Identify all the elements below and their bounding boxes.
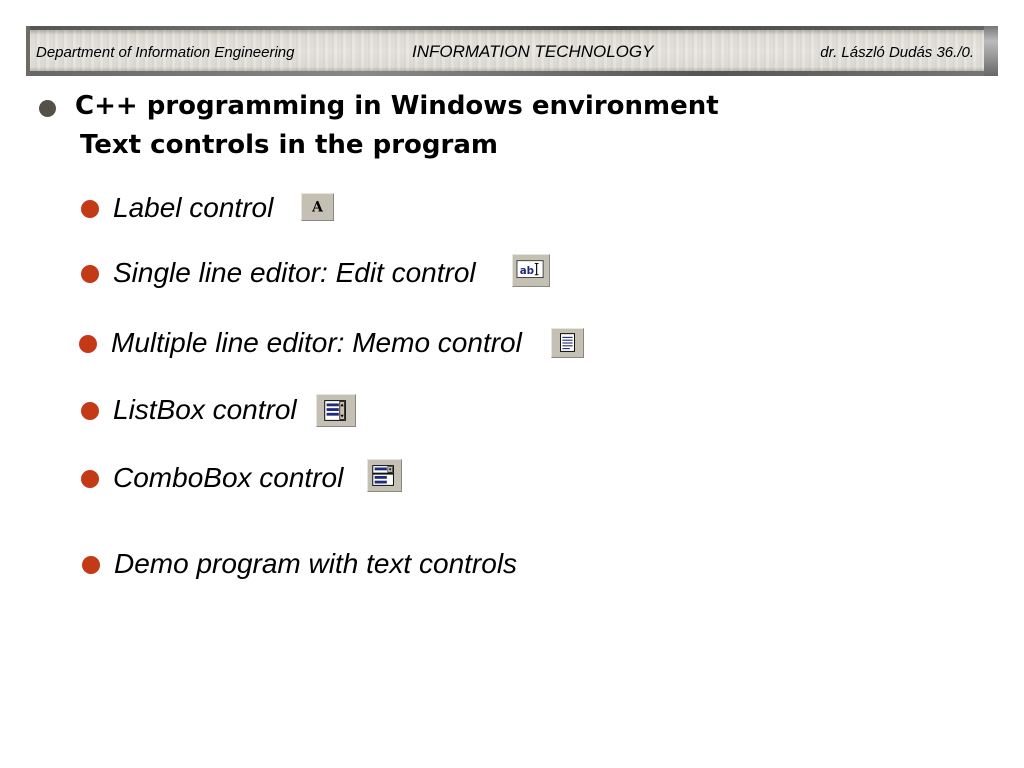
header-right-strip <box>984 26 998 76</box>
slide-header <box>26 26 998 76</box>
header-course-title: INFORMATION TECHNOLOGY <box>412 42 654 61</box>
svg-text:ab: ab <box>519 264 535 277</box>
header-bottom-edge <box>26 71 998 76</box>
slide-subtitle: Text controls in the program <box>80 130 498 160</box>
edit-control-icon <box>512 254 550 287</box>
combobox-control-icon <box>367 459 402 492</box>
label-control-icon <box>301 193 334 221</box>
header-left-cap <box>26 26 30 76</box>
bullet-dot <box>81 470 99 488</box>
header-department: Department of Information Engineering <box>36 44 295 61</box>
bullet-dot <box>81 265 99 283</box>
bullet-dot <box>79 335 97 353</box>
item-label: Single line editor: Edit control <box>113 257 476 288</box>
listbox-control-icon <box>316 394 356 427</box>
item-label: Demo program with text controls <box>114 548 518 579</box>
item-label: ComboBox control <box>113 462 344 493</box>
header-top-edge <box>26 26 998 30</box>
header-author-page: dr. László Dudás 36./0. <box>820 44 974 61</box>
item-label: ListBox control <box>113 394 297 425</box>
memo-control-icon <box>551 328 584 358</box>
svg-text:A: A <box>312 199 323 216</box>
item-label: Multiple line editor: Memo control <box>111 327 522 358</box>
item-label: Label control <box>113 192 274 223</box>
bullet-dot <box>81 402 99 420</box>
slide-title: C++ programming in Windows environment <box>75 91 719 121</box>
bullet-dot <box>81 200 99 218</box>
title-bullet <box>39 100 56 117</box>
bullet-dot <box>82 556 100 574</box>
